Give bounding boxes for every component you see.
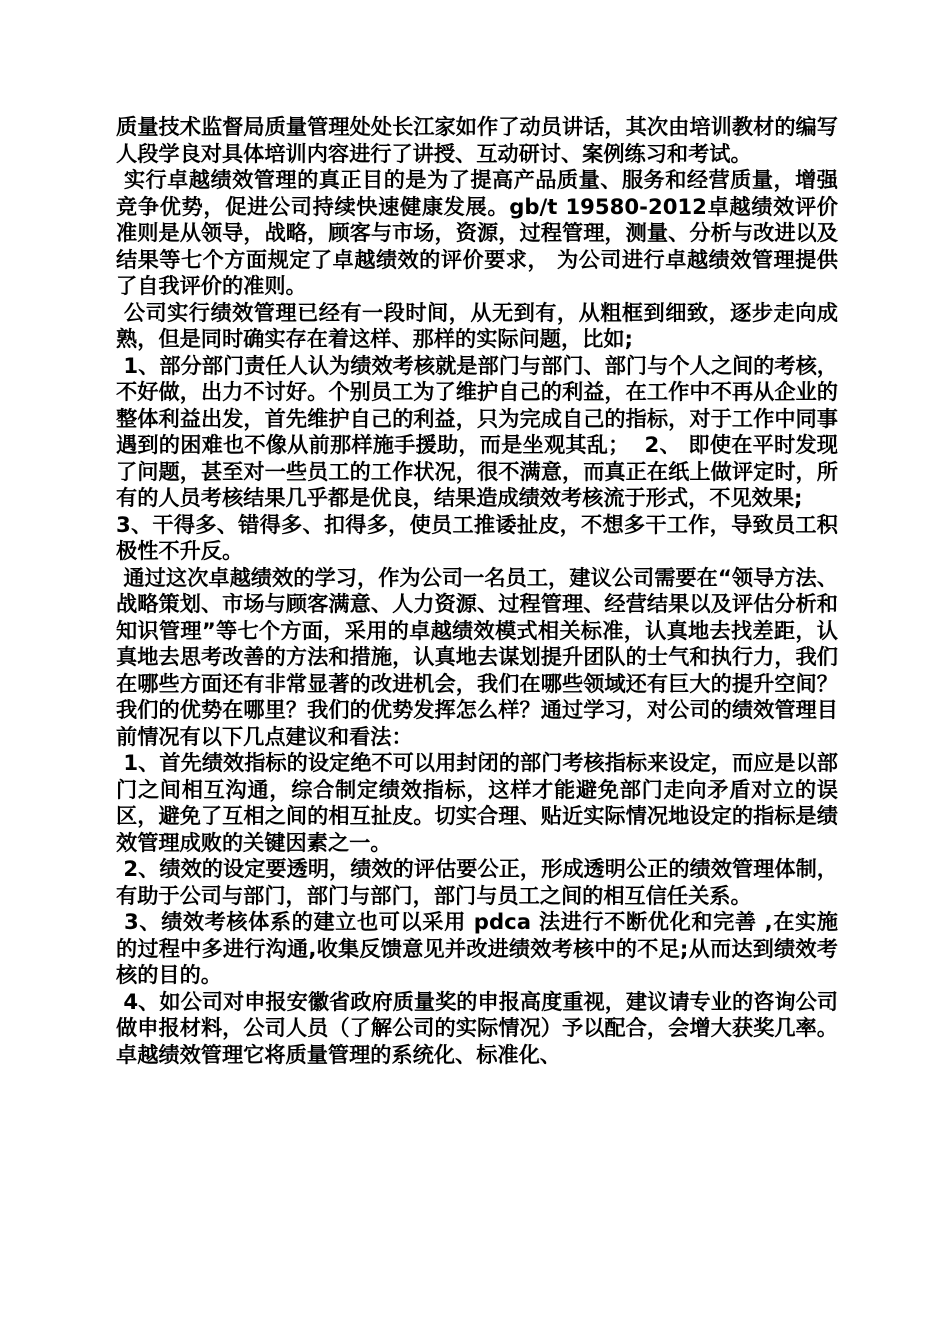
paragraph-problem-3: 3、干得多、错得多、扣得多，使员工推诿扯皮，不想多干工作，导致员工积极性不升反。: [116, 511, 838, 563]
paragraph-suggestion-3: 3、绩效考核体系的建立也可以采用 pdca 法进行不断优化和完善 ,在实施的过程中多进行沟通,收集反馈意见并改进绩效考核中的不足;从而达到绩效考核的目的。: [116, 909, 838, 987]
paragraph-training-intro: 质量技术监督局质量管理处处长江家如作了动员讲话，其次由培训教材的编写人段学良对具体培训内容进行了讲授、互动研讨、案例练习和考试。: [116, 114, 838, 166]
paragraph-suggestion-1: 1、首先绩效指标的设定绝不可以用封闭的部门考核指标来设定，而应是以部门之间相互沟通，综合制定绩效指标，这样才能避免部门走向矛盾对立的误区，避免了互相之间的相互扯皮。切实合理、贴近实际情况地设定的指标是绩效管理成败的关键因素之一。: [116, 750, 838, 855]
paragraph-purpose: 实行卓越绩效管理的真正目的是为了提高产品质量、服务和经营质量，增强竞争优势，促进公司持续快速健康发展。gb/t 19580-2012卓越绩效评价准则是从领导，战略，顾客与市场，资源，过程管理，测量、分析与改进以及结果等七个方面规定了卓越绩效的评价要求， 为公司进行卓越绩效管理提供了自我评价的准则。: [116, 167, 838, 298]
paragraph-current-status: 公司实行绩效管理已经有一段时间，从无到有，从粗框到细致，逐步走向成熟，但是同时确实存在着这样、那样的实际问题，比如;: [116, 299, 838, 351]
paragraph-suggestion-4: 4、如公司对申报安徽省政府质量奖的申报高度重视，建议请专业的咨询公司做申报材料，公司人员（了解公司的实际情况）予以配合，会增大获奖几率。 卓越绩效管理它将质量管理的系统化、标准化、: [116, 988, 846, 1067]
paragraph-suggestion-2: 2、绩效的设定要透明，绩效的评估要公正，形成透明公正的绩效管理体制，有助于公司与部门，部门与部门，部门与员工之间的相互信任关系。: [116, 856, 838, 908]
paragraph-learning-suggestion: 通过这次卓越绩效的学习，作为公司一名员工，建议公司需要在“领导方法、战略策划、市场与顾客满意、人力资源、过程管理、经营结果以及评估分析和知识管理”等七个方面，采用的卓越绩效模式相关标准，认真地去找差距，认真地去思考改善的方法和措施，认真地去谋划提升团队的士气和执行力，我们在哪些方面还有非常显著的改进机会，我们在哪些领域还有巨大的提升空间？我们的优势在哪里？我们的优势发挥怎么样？通过学习，对公司的绩效管理目前情况有以下几点建议和看法：: [116, 564, 838, 749]
document-body: [116, 114, 846, 1068]
paragraph-problem-1-2: 1、部分部门责任人认为绩效考核就是部门与部门、部门与个人之间的考核，不好做，出力不讨好。个别员工为了维护自己的利益，在工作中不再从企业的整体利益出发，首先维护自己的利益，只为完成自己的指标，对于工作中同事遇到的困难也不像从前那样施手援助，而是坐观其乱； 2、 即使在平时发现了问题，甚至对一些员工的工作状况，很不满意，而真正在纸上做评定时，所有的人员考核结果几乎都是优良，结果造成绩效考核流于形式，不见效果;: [116, 352, 838, 510]
